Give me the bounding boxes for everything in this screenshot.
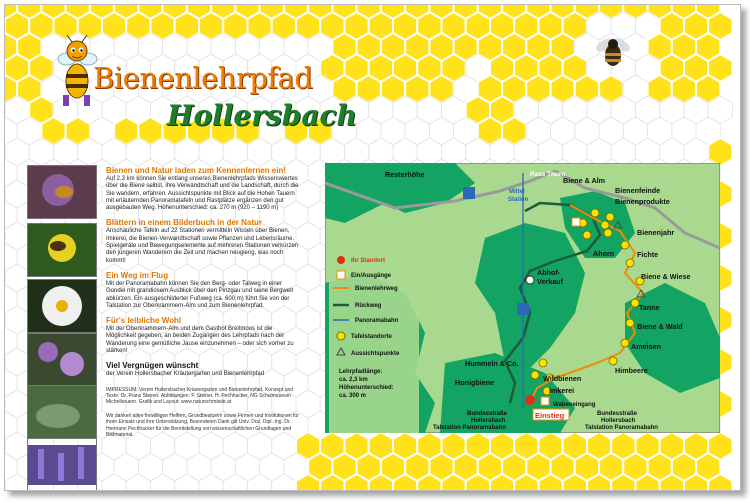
honeycomb-cell — [5, 453, 17, 481]
legend-standort: Ihr Standort — [351, 258, 385, 264]
subtitle-text: Hollersbach — [167, 99, 357, 132]
section-body: Auf 2,3 km können Sie entlang unseres Bienenlehrpfads Wissenswertes über die Biene selbst, ihre Verwandtschaft und die Landschaft, durch die Sie wandern, erfahren. Aussichtspunkte mit Blick auf die Hohen Tauern mit erläuternden Panoramatafeln und Rastplätze ergänzen den gut ausgebauten Weg. Höhenunterschied: ca. 270 m (920 – 1190 m) — [106, 176, 299, 212]
honeycomb-cell — [5, 411, 17, 439]
honeycomb-cell — [151, 12, 175, 40]
station-biene-wald: Biene & Wald — [637, 322, 683, 331]
legend-panorama: Panoramabahn — [355, 318, 399, 324]
honeycomb-cell — [672, 75, 696, 103]
honeycomb-cell — [502, 117, 526, 145]
current-location-marker — [525, 395, 535, 405]
honeycomb-cell — [648, 75, 672, 103]
honeycomb-cell — [599, 5, 623, 19]
station-biene-alm: Biene & Alm — [563, 176, 606, 185]
honeycomb-cell — [381, 75, 405, 103]
station-marker — [621, 241, 629, 249]
honeycomb-cell — [248, 474, 272, 490]
station-bienenfeinde: Bienenfeinde — [615, 186, 661, 195]
honeycomb-cell — [599, 117, 623, 145]
poster — [4, 4, 741, 491]
info-l3: Höhenunterschied: — [339, 385, 394, 391]
legend-weg: Bienenlehrweg — [355, 286, 398, 292]
info-l2: ca. 2,3 km — [339, 377, 368, 383]
place-verkauf: Verkauf — [537, 277, 563, 286]
trail-map — [325, 163, 720, 433]
honeycomb-cell — [66, 117, 90, 145]
bee-photo-icon — [593, 33, 633, 73]
station-marker — [609, 357, 617, 365]
section-body: Anschauliche Tafeln auf 22 Stationen vermitteln Wissen über Bienen, Imkerei, die Bienen-Verwandtschaft sowie Pflanzen und Lebensräume. Spielgeräte und Bewegungselemente auf mehreren Stationen verkürzen den jüngeren Wanderern die Zeit und machen neugierig, was noch kommt! — [106, 228, 299, 264]
station-marker — [604, 229, 612, 237]
honeycomb-cell — [151, 474, 175, 490]
abhof-marker-icon — [526, 276, 534, 284]
honeycomb-cell — [5, 327, 17, 355]
legend-aussicht: Aussichtspunkte — [351, 351, 400, 357]
bundesstr-right-3: Talstation Panoramabahn — [585, 425, 658, 431]
station-wabeneingang: Wabeneingang — [553, 402, 596, 408]
honeycomb-cell — [5, 201, 17, 229]
station-marker — [626, 319, 634, 327]
honeycomb-cell — [575, 75, 599, 103]
honeycomb-cell — [199, 12, 223, 40]
photo-bee-yellow-flower — [27, 223, 97, 277]
station-fichte: Fichte — [637, 250, 659, 259]
honeycomb-cell — [223, 12, 247, 40]
photo-daisy — [27, 279, 97, 333]
station-marker — [606, 213, 614, 221]
honeycomb-cell — [138, 453, 162, 481]
station-bienenjahr: Bienenjahr — [637, 228, 675, 237]
honeycomb-cell — [623, 75, 647, 103]
info-l4: ca. 300 m — [339, 393, 367, 399]
honeycomb-cell — [175, 474, 199, 490]
honeycomb-cell — [126, 474, 150, 490]
honeycomb-cell — [623, 117, 647, 145]
legend-standort-icon — [337, 256, 345, 264]
honeycomb-cell — [163, 453, 187, 481]
honeycomb-cell — [442, 138, 466, 166]
honeycomb-cell — [5, 306, 29, 334]
honeycomb-cell — [41, 117, 65, 145]
entrance-marker-icon — [572, 218, 580, 226]
photo-lavender — [27, 438, 97, 491]
honeycomb-cell — [345, 138, 369, 166]
honeycomb-cell — [272, 474, 296, 490]
station-marker — [591, 209, 599, 217]
honeycomb-cell — [357, 75, 381, 103]
honeycomb-cell — [405, 117, 429, 145]
honeycomb-cell — [272, 12, 296, 40]
honeycomb-cell — [296, 12, 320, 40]
honeycomb-cell — [5, 432, 29, 460]
section-body: Mit der Panoramabahn können Sie den Berg- oder Talweg in einer Gondel mit grandiosem Ausblick über den Pinzgau und seine Bergwelt abkürzen. Ein ausgeschilderter Fußweg (ca. 600 m) führt Sie von der Talstation zur Oberkrammern-Alm und zum Bienenlehrpfad. — [106, 280, 294, 309]
station-biene-wiese: Biene & Wiese — [641, 272, 691, 281]
honeycomb-cell — [5, 474, 29, 490]
entrance-marker-icon — [541, 397, 549, 405]
station-ahorn: Ahorn — [593, 249, 615, 258]
honeycomb-cell — [526, 75, 550, 103]
honeycomb-cell — [393, 138, 417, 166]
place-mittel: Mittel — [509, 189, 525, 195]
honeycomb-cell — [5, 180, 29, 208]
info-text-column — [106, 166, 302, 438]
honeycomb-cell — [599, 75, 623, 103]
photo-bee-on-flower — [27, 165, 97, 219]
honeycomb-cell — [369, 138, 393, 166]
honeycomb-cell — [551, 117, 575, 145]
place-pass-thurn: Pass Thurn — [530, 171, 566, 178]
honeycomb-cell — [623, 5, 647, 19]
station-imkerei: Imkerei — [549, 386, 575, 395]
legend-rueck: Rückweg — [355, 303, 382, 309]
honeycomb-cell — [696, 75, 720, 103]
info-l1: Lehrpfadlänge: — [339, 369, 383, 375]
honeycomb-cell — [660, 138, 684, 166]
closing-body: der Verein Hollersbacher Kräutergarten und Bienenlehrpfad — [106, 371, 265, 378]
station-ameisen: Ameisen — [631, 342, 661, 351]
honeycomb-cell — [114, 453, 138, 481]
section-heading: Blättern in einem Bilderbuch in der Natur — [106, 218, 263, 228]
section-body: Mit der Oberkrammern-Alm und dem Gasthof Breitmoos ist die Möglichkeit gegeben, an beiden Zugängen des Lehrpfads nach der Wanderung eine gemütliche Jause einzunehmen – oder sich vorher zu stärken! — [106, 326, 294, 355]
place-abhof: Abhof- — [537, 268, 561, 277]
honeycomb-cell — [5, 390, 29, 418]
bundesstr-left-2: Hollersbach — [471, 418, 506, 424]
station-tanne: Tanne — [639, 303, 660, 312]
title-text: Bienenlehrpfad — [93, 61, 313, 95]
honeycomb-cell — [381, 117, 405, 145]
honeycomb-cell — [611, 138, 635, 166]
gondola-icon — [517, 303, 529, 315]
station-marker — [539, 359, 547, 367]
honeycomb-cell — [223, 474, 247, 490]
honeycomb-cell — [636, 138, 660, 166]
gondola-icon — [463, 187, 475, 199]
bundesstr-left-1: Bundesstraße — [467, 411, 508, 417]
honeycomb-cell — [5, 369, 17, 397]
honeycomb-cell — [102, 12, 126, 40]
honeycomb-cell — [429, 117, 453, 145]
honeycomb-cell — [708, 138, 732, 166]
honeycomb-cell — [5, 243, 17, 271]
honeycomb-cell — [138, 117, 162, 145]
honeycomb-cell — [575, 117, 599, 145]
honeycomb-cell — [587, 138, 611, 166]
honeycomb-cell — [187, 453, 211, 481]
station-wildbienen: Wildbienen — [543, 374, 582, 383]
legend-ein: Ein/Ausgänge — [351, 273, 392, 279]
photo-green-plants — [27, 385, 97, 439]
bundesstr-right-2: Hollersbach — [601, 418, 636, 424]
honeycomb-cell — [551, 75, 575, 103]
thanks-text: Wir danken allen freiwilligen Helfern, Grundbesitzern sowie Firmen und Institutionen für ihren Einsatz und ihre Unterstützung. Besonderen Dank gilt Univ. Doz. Dipl.-Ing. Dr. Hermann Pechhacker für die Bereitstellung von wissenschaftlichen Grundlagen und Bildmaterial. — [106, 413, 299, 438]
station-marker — [583, 231, 591, 239]
photo-purple-flowers — [27, 333, 97, 387]
honeycomb-cell — [5, 264, 29, 292]
honeycomb-cell — [539, 138, 563, 166]
station-honigbiene: Honigbiene — [455, 378, 495, 387]
honeycomb-cell — [5, 159, 17, 187]
bundesstr-right-1: Bundesstraße — [597, 411, 638, 417]
station-bienenprodukte: Bienenprodukte — [615, 197, 670, 206]
impressum-text: IMPRESSUM: Verein Hollersbacher Kräutergarten und Bienenlehrpfad. Konzept und Texte: Dr. Franz Steiner. Abbildungen: F. Steiner, H. Pechhacker, NG Schulmuseum Michelbeuern. Grafik und Layout: www.naturschmiede.at — [106, 386, 294, 406]
station-himbeere: Himbeere — [615, 366, 648, 375]
honeycomb-cell — [5, 348, 29, 376]
honeycomb-cell — [199, 474, 223, 490]
honeycomb-cell — [5, 117, 17, 145]
honeycomb-cell — [357, 117, 381, 145]
honeycomb-cell — [102, 474, 126, 490]
honeycomb-cell — [684, 138, 708, 166]
station-marker — [531, 371, 539, 379]
station-marker — [621, 339, 629, 347]
honeycomb-cell — [405, 75, 429, 103]
legend-tafel: Tafelstandorte — [351, 334, 392, 340]
honeycomb-cell — [563, 138, 587, 166]
honeycomb-cell — [175, 12, 199, 40]
honeycomb-cell — [126, 12, 150, 40]
honeycomb-cell — [417, 138, 441, 166]
section-heading: Bienen und Natur laden zum Kennenlernen ein! — [106, 166, 287, 175]
honeycomb-cell — [5, 222, 29, 250]
honeycomb-cell — [5, 138, 29, 166]
place-station: Station — [508, 197, 529, 203]
honeycomb-cell — [429, 75, 453, 103]
honeycomb-cell — [672, 117, 696, 145]
honeycomb-cell — [211, 453, 235, 481]
honeycomb-cell — [478, 117, 502, 145]
station-marker — [631, 299, 639, 307]
honeycomb-cell — [114, 117, 138, 145]
honeycomb-cell — [248, 12, 272, 40]
bundesstr-left-3: Talstation Panoramabahn — [433, 425, 506, 431]
legend-entrance-icon — [337, 271, 345, 279]
honeycomb-cell — [260, 453, 284, 481]
honeycomb-cell — [90, 117, 114, 145]
station-marker — [601, 221, 609, 229]
section-heading: Für's leibliche Wohl — [106, 316, 182, 326]
legend-station-icon — [337, 332, 345, 340]
section-heading: Ein Weg im Flug — [106, 270, 169, 280]
legend-panel — [329, 253, 419, 433]
place-resterhoehe: Resterhöhe — [385, 170, 425, 179]
honeycomb-cell — [235, 453, 259, 481]
place-einstieg: Einstieg — [535, 411, 565, 420]
honeycomb-cell — [648, 117, 672, 145]
closing-title: Viel Vergnügen wünscht — [106, 361, 199, 371]
honeycomb-cell — [5, 285, 17, 313]
station-marker — [626, 259, 634, 267]
station-hummeln: Hummeln & Co. — [465, 359, 519, 368]
honeycomb-cell — [526, 117, 550, 145]
